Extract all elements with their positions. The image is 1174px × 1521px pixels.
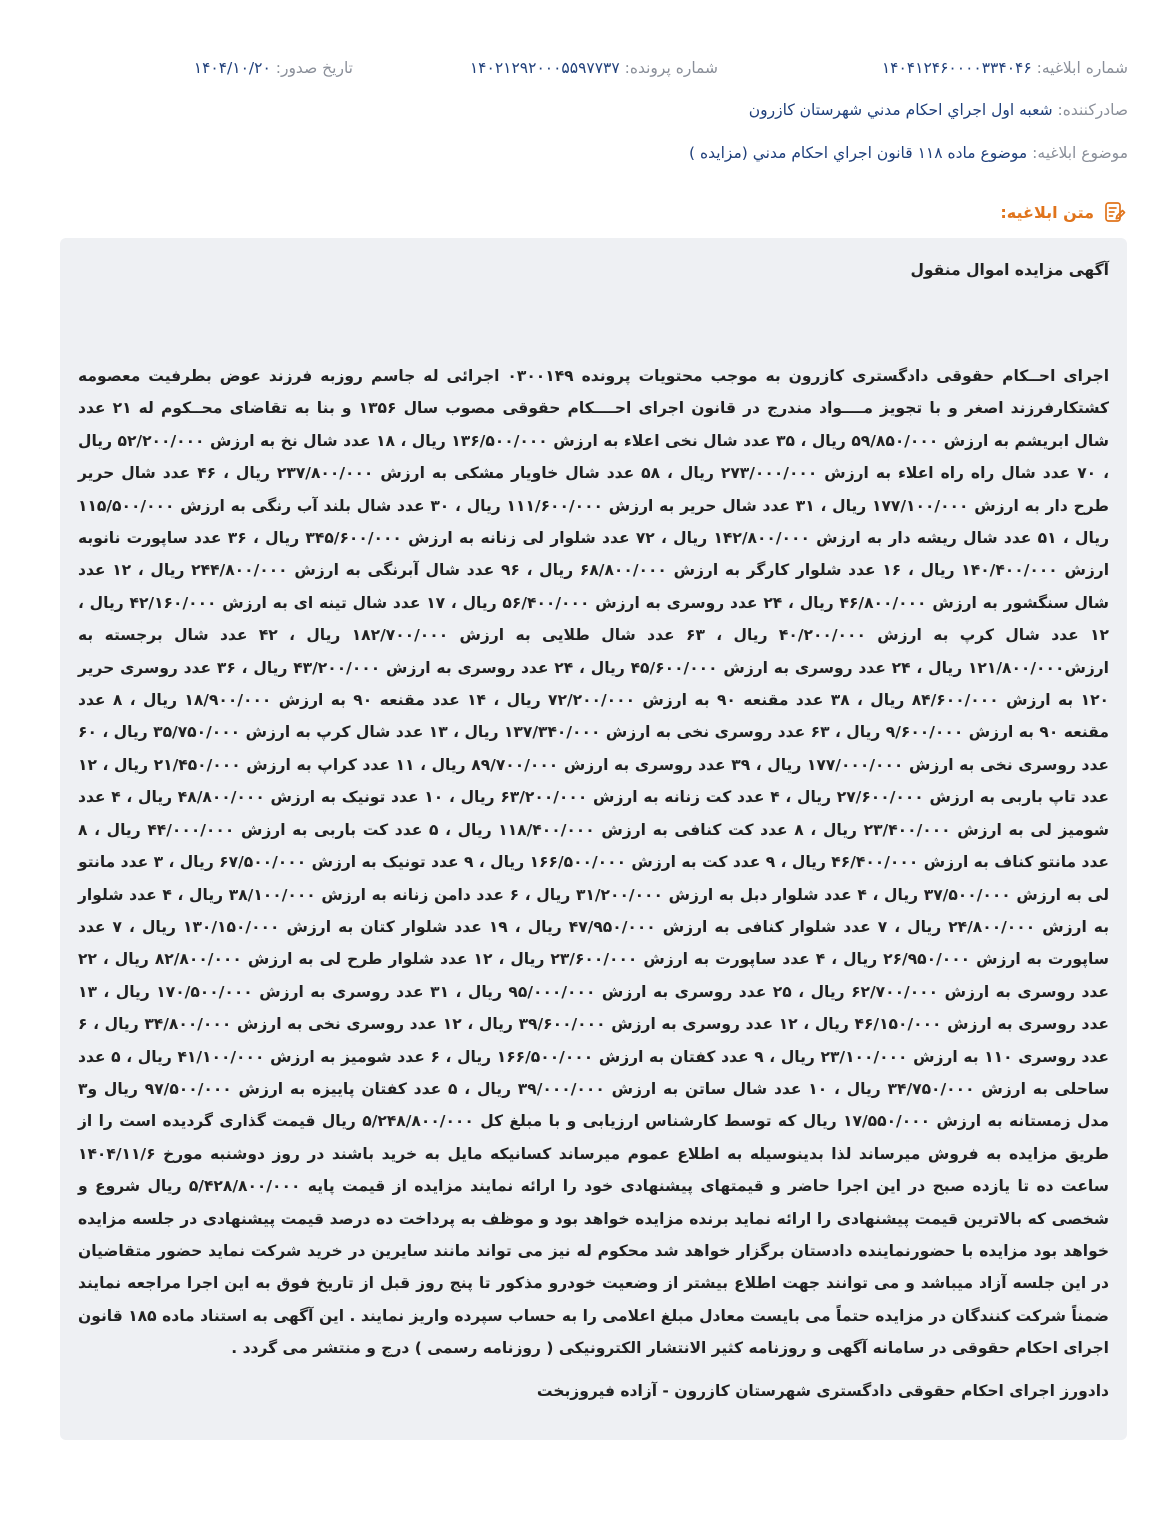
case-number-field <box>470 57 718 79</box>
notice-title: آگهی مزایده اموال منقول <box>910 261 1109 279</box>
issue-date-label: تاریخ صدور: <box>275 59 353 77</box>
notice-body: اجرای احــکام حقوقی دادگستری کازرون به موجب محتویات پرونده ۰۳۰۰۱۴۹ اجرائی له جاسم روزبه فرزند عوض بطرفیت معصومه کشتکارفرزند اصغر و با تجویز مــــواد مندرج در قانون اجرای احــــکام حقوقی مصوب سال ۱۳۵۶ و بنا به تقاضای محــکوم له ۲۱ عدد شال ابریشم به ارزش ۵۹/۸۵۰/۰۰۰ ریال ، ۳۵ عدد شال نخی اعلاء به ارزش ۱۳۶/۵۰۰/۰۰۰ ریال ، ۱۸ عدد شال نخ به ارزش ۵۲/۲۰۰/۰۰۰ ریال ، ۷۰ عدد شال راه راه اعلاء به ارزش ۲۷۳/۰۰۰/۰۰۰ ریال ، ۵۸ عدد شال خاویار مشکی به ارزش ۲۳۷/۸۰۰/۰۰۰ ریال ، ۴۶ عدد شال حریر طرح دار به ارزش ۱۷۷/۱۰۰/۰۰۰ ریال ، ۳۱ عدد شال حریر به ارزش ۱۱۱/۶۰۰/۰۰۰ ریال ، ۳۰ عدد شال بلند آب رنگی به ارزش ۱۱۵/۵۰۰/۰۰۰ ریال ، ۵۱ عدد شال ریشه دار به ارزش ۱۴۲/۸۰۰/۰۰۰ ریال ، ۷۲ عدد شلوار لی زنانه به ارزش ۳۴۵/۶۰۰/۰۰۰ ریال ، ۳۶ عدد ساپورت نانوبه ارزش ۱۴۰/۴۰۰/۰۰۰ ریال ، ۱۶ عدد شلوار کارگر به ارزش ۶۸/۸۰۰/۰۰۰ ریال ، ۹۶ عدد شال آبرنگی به ارزش ۲۴۴/۸۰۰/۰۰۰ ریال ، ۱۲ عدد شال سنگشور به ارزش ۴۶/۸۰۰/۰۰۰ ریال ، ۲۴ عدد روسری به ارزش ۵۶/۴۰۰/۰۰۰ ریال ، ۱۷ عدد شال تینه ای به ارزش ۴۲/۱۶۰/۰۰۰ ریال ، ۱۲ عدد شال کرپ به ارزش ۴۰/۲۰۰/۰۰۰ ریال ، ۶۳ عدد شال طلایی به ارزش ۱۸۲/۷۰۰/۰۰۰ ریال ، ۴۲ عدد شال برجسته به ارزش۱۲۱/۸۰۰/۰۰۰ ریال ، ۲۴ عدد روسری به ارزش ۴۵/۶۰۰/۰۰۰ ریال ، ۲۴ عدد روسری به ارزش ۴۳/۲۰۰/۰۰۰ ریال ، ۳۶ عدد روسری حریر ۱۲۰ به ارزش ۸۴/۶۰۰/۰۰۰ ریال ، ۳۸ عدد مقنعه ۹۰ به ارزش ۷۲/۲۰۰/۰۰۰ ریال ، ۱۴ عدد مقنعه ۹۰ به ارزش ۱۸/۹۰۰/۰۰۰ ریال ، ۸ عدد مقنعه ۹۰ به ارزش ۹/۶۰۰/۰۰۰ ریال ، ۶۳ عدد روسری نخی به ارزش ۱۳۷/۳۴۰/۰۰۰ ریال ، ۱۳ عدد شال کرپ به ارزش ۳۵/۷۵۰/۰۰۰ ریال ، ۶۰ عدد روسری نخی به ارزش ۱۷۷/۰۰۰/۰۰۰ ریال ، ۳۹ عدد روسری به ارزش ۸۹/۷۰۰/۰۰۰ ریال ، ۱۱ عدد کراپ به ارزش ۲۱/۴۵۰/۰۰۰ ریال ، ۱۲ عدد تاپ باربی به ارزش ۲۷/۶۰۰/۰۰۰ ریال ، ۴ عدد کت زنانه به ارزش ۶۳/۲۰۰/۰۰۰ ریال ، ۱۰ عدد تونیک به ارزش ۴۸/۸۰۰/۰۰۰ ریال ، ۴ عدد شومیز لی به ارزش ۲۳/۴۰۰/۰۰۰ ریال ، ۸ عدد کت کنافی به ارزش ۱۱۸/۴۰۰/۰۰۰ ریال ، ۵ عدد کت باربی به ارزش ۴۴/۰۰۰/۰۰۰ ریال ، ۸ عدد مانتو کناف به ارزش ۴۶/۴۰۰/۰۰۰ ریال ، ۹ عدد کت به ارزش ۱۶۶/۵۰۰/۰۰۰ ریال ، ۹ عدد تونیک به ارزش ۶۷/۵۰۰/۰۰۰ ریال ، ۳ عدد مانتو لی به ارزش ۳۷/۵۰۰/۰۰۰ ریال ، ۴ عدد شلوار دبل به ارزش ۳۱/۲۰۰/۰۰۰ ریال ، ۶ عدد دامن زنانه به ارزش ۳۸/۱۰۰/۰۰۰ ریال ، ۴ عدد شلوار به ارزش ۲۴/۸۰۰/۰۰۰ ریال ، ۷ عدد شلوار کنافی به ارزش ۴۷/۹۵۰/۰۰۰ ریال ، ۱۹ عدد شلوار کتان به ارزش ۱۳۰/۱۵۰/۰۰۰ ریال ، ۷ عدد ساپورت به ارزش ۲۶/۹۵۰/۰۰۰ ریال ، ۴ عدد ساپورت به ارزش ۲۳/۶۰۰/۰۰۰ ریال ، ۱۲ عدد شلوار طرح لی به ارزش ۸۲/۸۰۰/۰۰۰ ریال ، ۲۲ عدد روسری به ارزش ۶۲/۷۰۰/۰۰۰ ریال ، ۲۵ عدد روسری به ارزش ۹۵/۰۰۰/۰۰۰ ریال ، ۳۱ عدد روسری به ارزش ۱۷۰/۵۰۰/۰۰۰ ریال ، ۱۳ عدد روسری به ارزش ۴۶/۱۵۰/۰۰۰ ریال ، ۱۲ عدد روسری به ارزش ۳۹/۶۰۰/۰۰۰ ریال ، ۱۲ عدد روسری نخی به ارزش ۳۴/۸۰۰/۰۰۰ ریال ، ۶ عدد روسری ۱۱۰ به ارزش ۲۳/۱۰۰/۰۰۰ ریال ، ۹ عدد کفتان به ارزش ۱۶۶/۵۰۰/۰۰۰ ریال ، ۶ عدد شومیز به ارزش ۴۱/۱۰۰/۰۰۰ ریال ، ۵ عدد ساحلی به ارزش ۳۴/۷۵۰/۰۰۰ ریال ، ۱۰ عدد شال ساتن به ارزش ۳۹/۰۰۰/۰۰۰ ریال ، ۵ عدد کفتان پاییزه به ارزش ۹۷/۵۰۰/۰۰۰ ریال و۳ مدل زمستانه به ارزش ۱۷/۵۵۰/۰۰۰ ریال که توسط کارشناس ارزیابی و با مبلغ کل ۵/۲۴۸/۸۰۰/۰۰۰ ریال قیمت گذاری گردیده است را از طریق مزایده به فروش میرساند لذا بدینوسیله به اطلاع عموم میرساند کسانیکه مایل به خرید باشند در روز دوشنبه مورخ ۱۴۰۴/۱۱/۶ ساعت ده تا یازده صبح در این اجرا حاضر و قیمتهای پیشنهادی خود را ارائه نمایند مزایده از قیمت پایه ۵/۴۲۸/۸۰۰/۰۰۰ ریال شروع و شخصی که بالاترین قیمت پیشنهادی را ارائه نماید برنده مزایده خواهد بود و موظف به پرداخت ده درصد قیمت پیشنهادی در جلسه مزایده خواهد بود مزایده با حضورنماینده دادستان برگزار خواهد شد محکوم له نیز می تواند مانند سایرین در خرید شرکت نماید حضور متقاضیان در این جلسه آزاد میباشد و می توانند جهت اطلاع بیشتر از وضعیت خودرو مذکور تا پنج روز قبل از تاریخ فوق به این اجرا مراجعه نمایند ضمناً شرکت کنندگان در مزایده حتماً می بایست معادل مبلغ اعلامی را به حساب سپرده واریز نمایند . این آگهی به استناد ماده ۱۸۵ قانون اجرای احکام حقوقی در سامانه آگهی و روزنامه کثیر الانتشار الکترونیکی ( روزنامه رسمی ) درج و منتشر می گردد . <box>78 367 1110 1358</box>
subject-row <box>40 142 1128 164</box>
subject-value: موضوع ماده ۱۱۸ قانون اجراي احكام مدني (مزايده ) <box>689 144 1028 162</box>
issue-date-value: ۱۴۰۴/۱۰/۲۰ <box>193 59 271 77</box>
notice-number-value: ۱۴۰۴۱۲۴۶۰۰۰۰۳۳۴۰۴۶ <box>881 59 1032 77</box>
case-number-value: ۱۴۰۲۱۲۹۲۰۰۰۵۵۹۷۷۳۷ <box>469 59 620 77</box>
notice-text-heading <box>1000 200 1126 224</box>
notice-number-field <box>882 57 1128 79</box>
notice-number-label: شماره ابلاغیه: <box>1036 59 1128 77</box>
issuer-value: شعبه اول اجراي احكام مدني شهرستان كازرون <box>748 101 1053 119</box>
case-number-label: شماره پرونده: <box>624 59 718 77</box>
notice-signature: دادورز اجرای احکام حقوقی دادگستری شهرستان کازرون - آزاده فیروزبخت <box>536 1381 1109 1400</box>
issuer-row <box>40 99 1128 121</box>
notice-text-panel <box>60 238 1127 1440</box>
document-note-icon <box>1102 200 1126 224</box>
issuer-label: صادرکننده: <box>1057 101 1128 119</box>
notice-text-heading-label: متن ابلاغیه: <box>1000 202 1094 222</box>
issue-date-field <box>194 57 353 79</box>
subject-label: موضوع ابلاغیه: <box>1032 144 1128 162</box>
